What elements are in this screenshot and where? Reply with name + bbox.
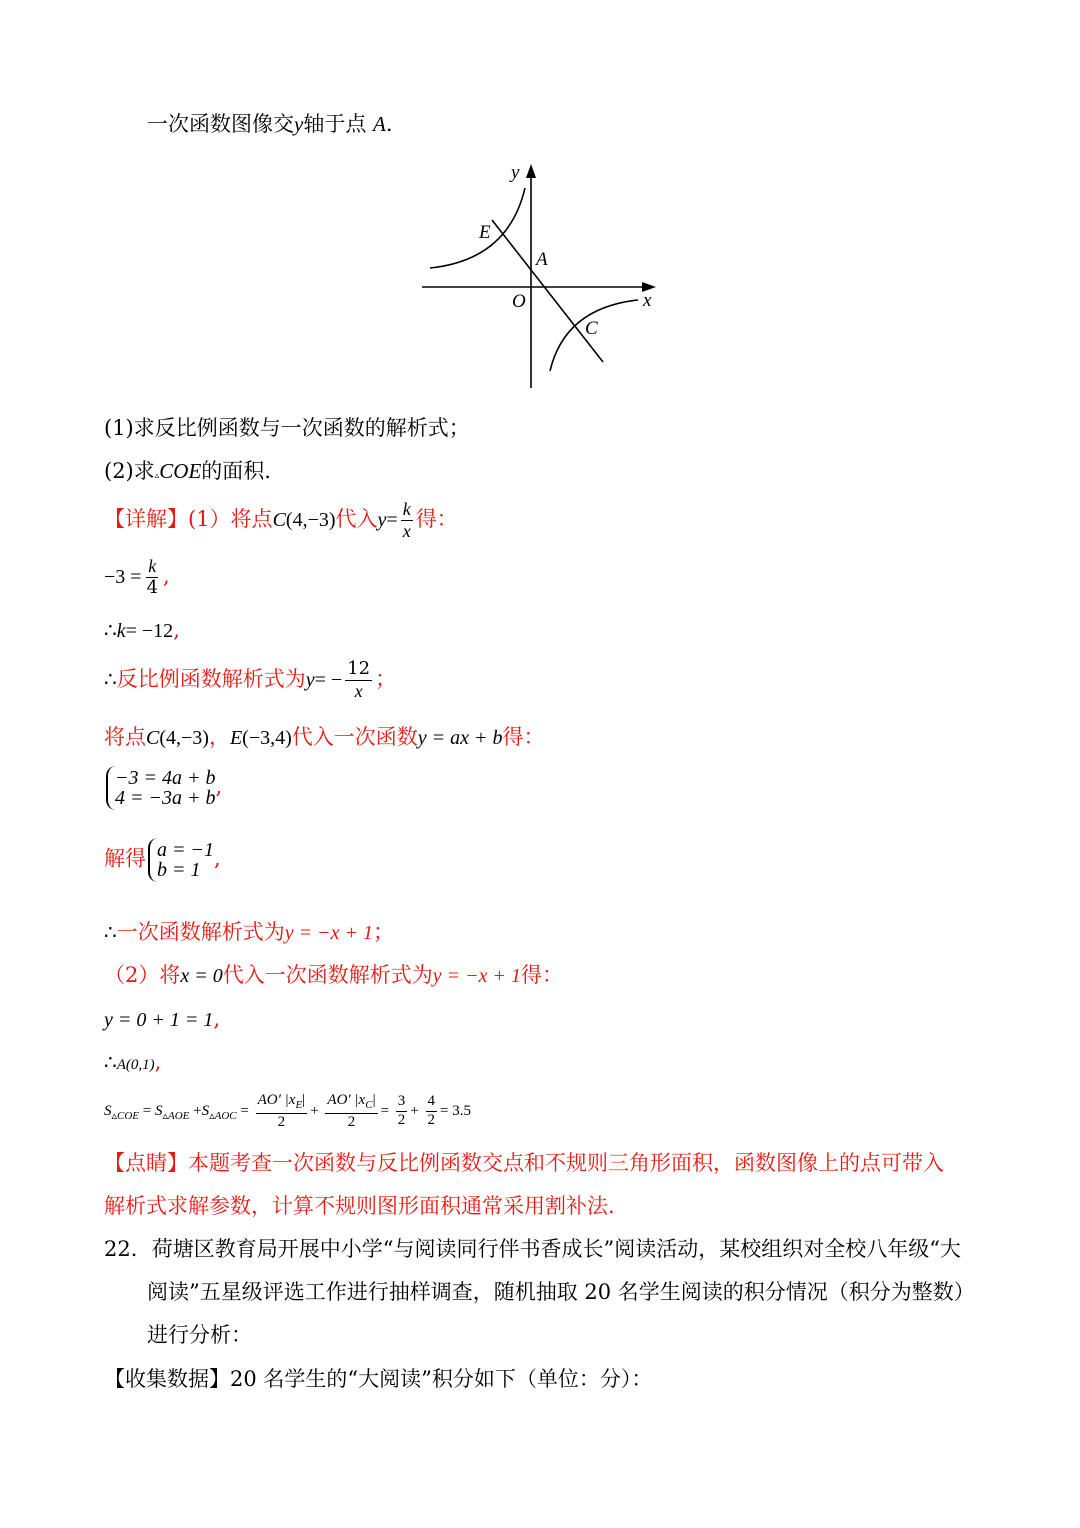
linear-function-line xyxy=(492,220,603,362)
comment-line-2: 解析式求解参数，计算不规则图形面积通常采用割补法. xyxy=(104,1194,615,1218)
hyperbola-left-branch xyxy=(430,188,525,268)
fraction-k-over-x: $\frac{k}{x}$ xyxy=(402,499,411,541)
intro-line: 一次函数图像交y轴于点 A. xyxy=(147,112,393,136)
label-c: C xyxy=(585,318,598,339)
question-22-line-1: 22．荷塘区教育局开展中小学“与阅读同行伴书香成长”阅读活动，某校组织对全校八年级“大 xyxy=(104,1237,961,1261)
question-22-line-2: 阅读”五星级评选工作进行抽样调查，随机抽取 20 名学生阅读的积分情况（积分为整数） xyxy=(147,1280,975,1304)
solution-step-3: ∴k= −12, xyxy=(104,618,180,642)
fraction-k-over-4: $\frac{k}{4}$ xyxy=(146,556,159,598)
solution-step-6: −3 = 4a + b 4 = −3a + b , xyxy=(104,766,222,810)
solution-step-4: ∴反比例函数解析式为y= − $\frac{12}{x}$ ； xyxy=(104,658,397,701)
solution-step-1: 【详解】(1）将点C(4,−3)代入y= $\frac{k}{x}$ 得： xyxy=(104,499,458,541)
solution-step-11: ∴A(0,1), xyxy=(104,1050,162,1074)
area-formula: $S_{▵COE} = S_{▵AOE} +S_{▵AOC}$ = $\frac{AO' |x_E|}{2}$ + $\frac{AO' |x_C|}{2}$ = $\frac{3}{2}$ + $\frac{4}{2}$ = 3.5 xyxy=(104,1092,471,1130)
question-1: (1)求反比例函数与一次函数的解析式； xyxy=(104,416,470,440)
fraction-12-over-x: $\frac{12}{x}$ xyxy=(347,658,371,701)
fraction-aoc-area: $\frac{AO' |x_C|}{2}$ xyxy=(327,1092,376,1130)
solution-step-10: y = 0 + 1 = 1, xyxy=(104,1007,221,1031)
label-y: y xyxy=(511,162,520,183)
equation-system: −3 = 4a + b 4 = −3a + b xyxy=(106,766,216,810)
solution-step-9: （2）将x = 0代入一次函数解析式为y = −x + 1得： xyxy=(104,963,563,987)
fraction-4-over-2: $\frac{4}{2}$ xyxy=(427,1093,436,1129)
y-axis-arrow xyxy=(526,164,536,178)
label-x: x xyxy=(643,290,652,311)
solution-step-7: 解得 a = −1 b = 1 , xyxy=(104,839,221,881)
solution-step-5: 将点C(4,−3)，E(−3,4)代入一次函数y = ax + b得： xyxy=(104,725,545,749)
comment-line-1: 【点睛】本题考查一次函数与反比例函数交点和不规则三角形面积，函数图像上的点可带入 xyxy=(104,1151,944,1175)
solution-step-2: −3 = $\frac{k}{4}$ , xyxy=(104,556,170,598)
label-a: A xyxy=(536,249,548,270)
question-2: (2)求▵COE的面积. xyxy=(104,459,271,483)
label-e: E xyxy=(479,222,491,243)
fraction-3-over-2: $\frac{3}{2}$ xyxy=(397,1093,406,1129)
solution-system: a = −1 b = 1 xyxy=(148,838,214,882)
fraction-aoe-area: $\frac{AO' |x_E|}{2}$ xyxy=(257,1092,306,1130)
label-o: O xyxy=(512,291,526,312)
question-22-line-3: 进行分析： xyxy=(147,1323,252,1347)
solution-step-8: ∴一次函数解析式为y = −x + 1； xyxy=(104,920,394,944)
function-graph xyxy=(410,158,670,398)
collect-data-heading: 【收集数据】20 名学生的“大阅读”积分如下（单位：分）： xyxy=(104,1367,653,1391)
